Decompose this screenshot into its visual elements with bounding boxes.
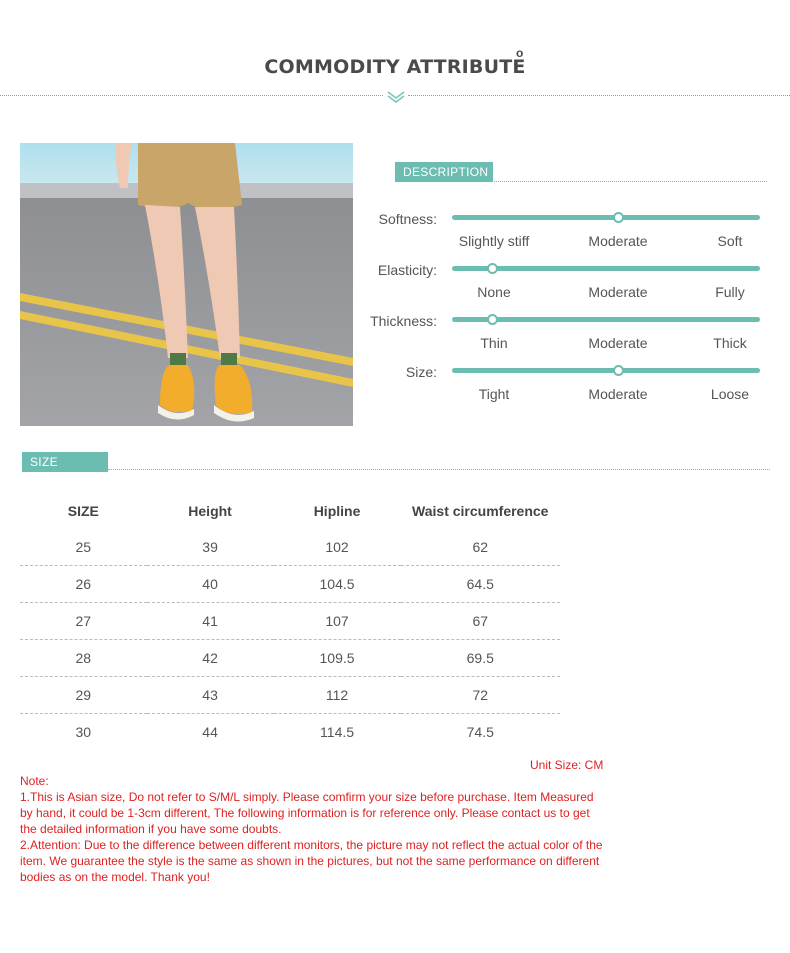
title-degree-mark: o bbox=[516, 46, 524, 60]
cell-waist: 62 bbox=[472, 539, 489, 555]
page-title: COMMODITY ATTRIBUTE bbox=[264, 56, 526, 78]
header-divider-right bbox=[408, 95, 790, 96]
attribute-slider-knob bbox=[487, 263, 498, 274]
attribute-option: None bbox=[477, 284, 511, 300]
size-filter-tag: SIZE FILTER bbox=[22, 452, 108, 472]
column-header-height: Height bbox=[188, 502, 232, 519]
cell-hipline: 102 bbox=[325, 539, 349, 555]
attribute-label: Size: bbox=[405, 364, 437, 380]
cell-hipline: 112 bbox=[325, 687, 349, 703]
unit-size-note: Unit Size: CM bbox=[530, 758, 604, 772]
cell-height: 42 bbox=[202, 650, 218, 666]
cell-size: 30 bbox=[75, 724, 92, 740]
cell-hipline: 107 bbox=[325, 613, 349, 629]
description-tag: DESCRIPTION bbox=[395, 162, 493, 182]
note-heading: Note: bbox=[20, 774, 49, 788]
table-row bbox=[20, 714, 560, 751]
cell-hipline: 109.5 bbox=[319, 650, 355, 666]
cell-hipline: 114.5 bbox=[320, 724, 355, 740]
size-table bbox=[20, 492, 560, 750]
table-header-row bbox=[20, 492, 560, 529]
table-row bbox=[20, 529, 560, 566]
column-header-waist: Waist circumference bbox=[412, 502, 549, 519]
cell-waist: 72 bbox=[472, 687, 489, 703]
attribute-row bbox=[360, 313, 770, 363]
cell-hipline: 104.5 bbox=[319, 576, 355, 592]
cell-height: 41 bbox=[202, 613, 218, 629]
cell-height: 40 bbox=[202, 576, 218, 592]
attribute-row bbox=[360, 211, 770, 261]
column-header-hipline: Hipline bbox=[313, 502, 361, 519]
attribute-slider-track bbox=[452, 317, 760, 322]
cell-size: 25 bbox=[75, 539, 92, 555]
header-divider-left bbox=[0, 95, 383, 96]
cell-size: 26 bbox=[75, 576, 92, 592]
attribute-slider-knob bbox=[613, 365, 624, 376]
note-item: 2.Attention: Due to the difference between different monitors, the picture may not reflect the actual color of the item. We guarantee the style is the same as shown in the pictures, but not the same performance on different bodies as on the model. Thank you! bbox=[20, 838, 603, 884]
attribute-option: Moderate bbox=[588, 284, 648, 300]
table-row bbox=[20, 603, 560, 640]
attribute-option: Tight bbox=[478, 386, 510, 402]
attribute-option: Slightly stiff bbox=[458, 233, 530, 249]
attribute-option: Thick bbox=[713, 335, 747, 351]
description-divider bbox=[492, 181, 767, 182]
cell-waist: 69.5 bbox=[466, 650, 494, 666]
attribute-slider-track bbox=[452, 368, 760, 373]
attribute-label: Softness: bbox=[378, 211, 437, 227]
cell-height: 39 bbox=[202, 539, 218, 555]
cell-waist: 67 bbox=[472, 613, 489, 629]
attribute-slider-track bbox=[452, 266, 760, 271]
attribute-option: Thin bbox=[480, 335, 508, 351]
attribute-option: Fully bbox=[715, 284, 745, 300]
table-row bbox=[20, 566, 560, 603]
product-photo-illustration bbox=[20, 143, 353, 426]
attribute-option: Soft bbox=[717, 233, 743, 249]
cell-waist: 74.5 bbox=[466, 724, 494, 740]
attribute-slider-knob bbox=[487, 314, 498, 325]
attribute-label: Elasticity: bbox=[377, 262, 437, 278]
cell-size: 27 bbox=[75, 613, 92, 629]
notes-block bbox=[20, 773, 605, 885]
double-chevron-down-icon bbox=[386, 90, 406, 104]
attribute-label: Thickness: bbox=[370, 313, 437, 329]
attribute-slider-knob bbox=[613, 212, 624, 223]
size-filter-divider bbox=[108, 469, 770, 470]
cell-size: 28 bbox=[75, 650, 92, 666]
product-photo bbox=[20, 143, 353, 426]
note-item: 1.This is Asian size, Do not refer to S/M/L simply. Please comfirm your size before purchase. Item Measured by hand, it could be 1-3cm different, The following information is for reference only. Please contact us to get the detailed information if you have some doubts. bbox=[20, 790, 594, 836]
table-row bbox=[20, 640, 560, 677]
attribute-option: Moderate bbox=[588, 335, 648, 351]
attribute-option: Moderate bbox=[588, 233, 648, 249]
attribute-slider-track bbox=[452, 215, 760, 220]
column-header-size: SIZE bbox=[67, 502, 99, 519]
cell-height: 44 bbox=[202, 724, 218, 740]
cell-height: 43 bbox=[202, 687, 218, 703]
attribute-option: Moderate bbox=[588, 386, 648, 402]
cell-size: 29 bbox=[75, 687, 92, 703]
attribute-row bbox=[360, 364, 770, 414]
attribute-option: Loose bbox=[710, 386, 750, 402]
cell-waist: 64.5 bbox=[466, 576, 494, 592]
attribute-row bbox=[360, 262, 770, 312]
table-row bbox=[20, 677, 560, 714]
